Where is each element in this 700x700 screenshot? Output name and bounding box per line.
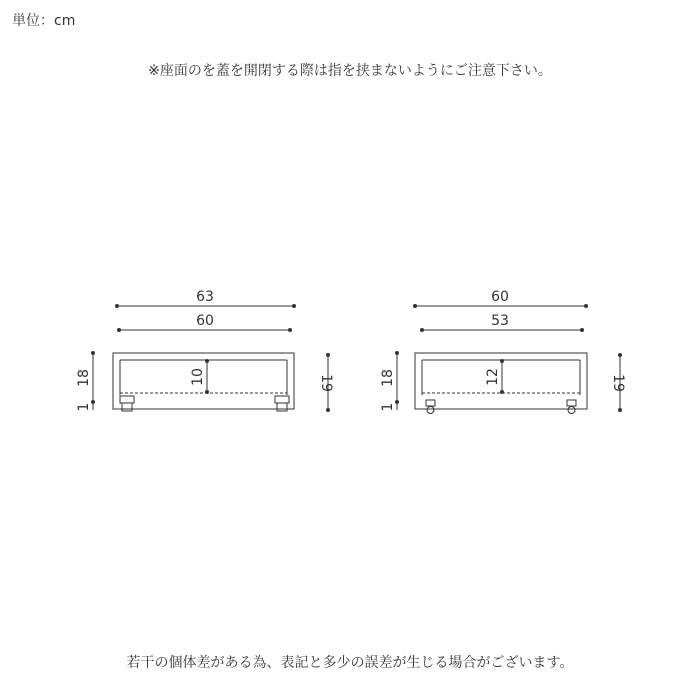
- right-caster-right: [567, 400, 576, 414]
- left-body-height-label: 18: [76, 369, 92, 387]
- left-inner-width-label: 60: [196, 313, 214, 329]
- right-caster-height-label: 1: [380, 402, 396, 412]
- right-inner-width-label: 53: [491, 313, 509, 329]
- unit-label: 単位：cm: [12, 13, 76, 29]
- footer-note: 若干の個体差がある為、表記と多少の誤差が生じる場合がございます。: [126, 655, 574, 671]
- left-caster-height-label: 1: [76, 402, 92, 412]
- caution-note: ※座面のを蓋を開閉する際は指を挟まないようにご注意下さい。: [148, 63, 552, 79]
- right-inner-height-label: 12: [485, 368, 501, 386]
- right-outer-width-label: 60: [491, 289, 509, 305]
- left-inner-height-label: 10: [190, 368, 206, 386]
- left-outer-width-label: 63: [196, 289, 214, 305]
- left-total-height-label: 19: [318, 374, 334, 392]
- right-total-height-label: 19: [610, 374, 626, 392]
- right-body-height-label: 18: [380, 369, 396, 387]
- right-caster-left: [426, 400, 435, 414]
